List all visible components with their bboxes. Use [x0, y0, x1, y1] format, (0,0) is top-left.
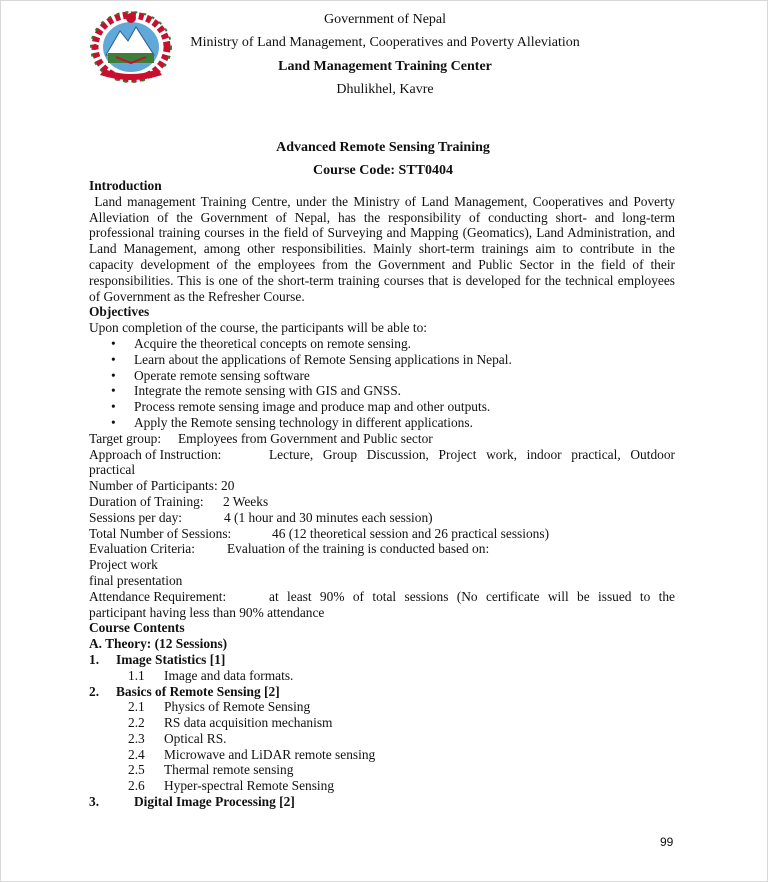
list-item: 1.1 Image and data formats. — [128, 667, 294, 683]
theory-heading: A. Theory: (12 Sessions) — [89, 636, 228, 652]
duration-label: Duration of Training: — [89, 493, 204, 509]
header-center: Land Management Training Center — [278, 59, 492, 74]
evaluation-row — [89, 541, 675, 557]
evaluation-item: Project work — [89, 557, 158, 573]
participants-value: 20 — [221, 478, 235, 494]
evaluation-value: Evaluation of the training is conducted based on: — [227, 541, 490, 557]
list-item: • Integrate the remote sensing with GIS and GNSS. — [89, 383, 675, 399]
objectives-intro: Upon completion of the course, the participants will be able to: — [89, 320, 428, 336]
list-item: • Operate remote sensing software — [89, 368, 675, 384]
target-group-row — [89, 431, 675, 447]
total-sessions-label: Total Number of Sessions: — [89, 525, 232, 541]
page-number: 99 — [660, 835, 674, 849]
list-item: 2.5 Thermal remote sensing — [128, 762, 294, 778]
list-item: • Apply the Remote sensing technology in different applications. — [89, 415, 675, 431]
header-government: Government of Nepal — [323, 12, 447, 27]
evaluation-item: final presentation — [89, 572, 183, 588]
course-code: Course Code: STT0404 — [312, 163, 453, 178]
introduction-heading: Introduction — [89, 178, 162, 193]
approach-label: Approach of Instruction: — [89, 446, 222, 462]
evaluation-label: Evaluation Criteria: — [89, 541, 195, 557]
section-heading: 3. Digital Image Processing [2] — [89, 794, 295, 810]
list-item: 2.3 Optical RS. — [128, 730, 227, 746]
approach-value-line2: practical — [89, 462, 136, 478]
course-contents-heading: Course Contents — [89, 620, 185, 636]
participants-row — [89, 478, 675, 494]
attendance-value-line1: at least 90% of total sessions (No certificate will be issued to the — [269, 588, 675, 604]
approach-row — [89, 447, 675, 463]
target-group-label: Target group: — [89, 430, 162, 446]
list-item: • Process remote sensing image and produce map and other outputs. — [89, 399, 675, 415]
sessions-per-day-value: 4 (1 hour and 30 minutes each session) — [224, 509, 433, 525]
section-heading: 2. Basics of Remote Sensing [2] — [89, 683, 280, 699]
objectives-list — [89, 336, 675, 431]
header-location: Dhulikhel, Kavre — [336, 82, 434, 97]
list-item: 2.2 RS data acquisition mechanism — [128, 715, 333, 731]
attendance-value-line2: participant having less than 90% attendance — [89, 604, 325, 620]
duration-row — [89, 494, 675, 510]
document-title: Advanced Remote Sensing Training — [276, 140, 490, 155]
header-ministry: Ministry of Land Management, Cooperatives and Poverty Alleviation — [190, 35, 580, 50]
participants-label: Number of Participants: — [89, 478, 218, 494]
document-body — [89, 178, 675, 810]
objectives-heading: Objectives — [89, 304, 150, 320]
list-item: 2.1 Physics of Remote Sensing — [128, 699, 311, 715]
list-item: 2.4 Microwave and LiDAR remote sensing — [128, 746, 376, 762]
attendance-row — [89, 589, 675, 605]
sessions-per-day-label: Sessions per day: — [89, 509, 182, 525]
total-sessions-row — [89, 526, 675, 542]
introduction-text: Land management Training Centre, under the Ministry of Land Management, Cooperatives and Poverty Alleviation of the Government of Nepal, has the responsibility of conducting short- and long-term professional training courses in the field of Surveying and Mapping (Geomatics), Land Administration, and Land Management, among other responsibilities. Mainly short-term trainings aim to contribute in the capacity development of the employees from the Government and Public Sector in the field of their responsibilities. This is one of the short-term training courses that is developed for the technical employees of Government as the Refresher Course. — [89, 193, 675, 304]
list-item: • Acquire the theoretical concepts on remote sensing. — [89, 336, 675, 352]
attendance-label: Attendance Requirement: — [89, 588, 227, 604]
total-sessions-value: 46 (12 theoretical session and 26 practical sessions) — [272, 525, 550, 541]
list-item: 2.6 Hyper-spectral Remote Sensing — [128, 778, 335, 794]
sessions-per-day-row — [89, 510, 675, 526]
approach-value-line1: Lecture, Group Discussion, Project work, indoor practical, Outdoor — [269, 446, 675, 462]
section-heading: 1. Image Statistics [1] — [89, 651, 226, 667]
duration-value: 2 Weeks — [223, 493, 269, 509]
target-group-value: Employees from Government and Public sector — [178, 430, 433, 446]
list-item: • Learn about the applications of Remote Sensing applications in Nepal. — [89, 352, 675, 368]
